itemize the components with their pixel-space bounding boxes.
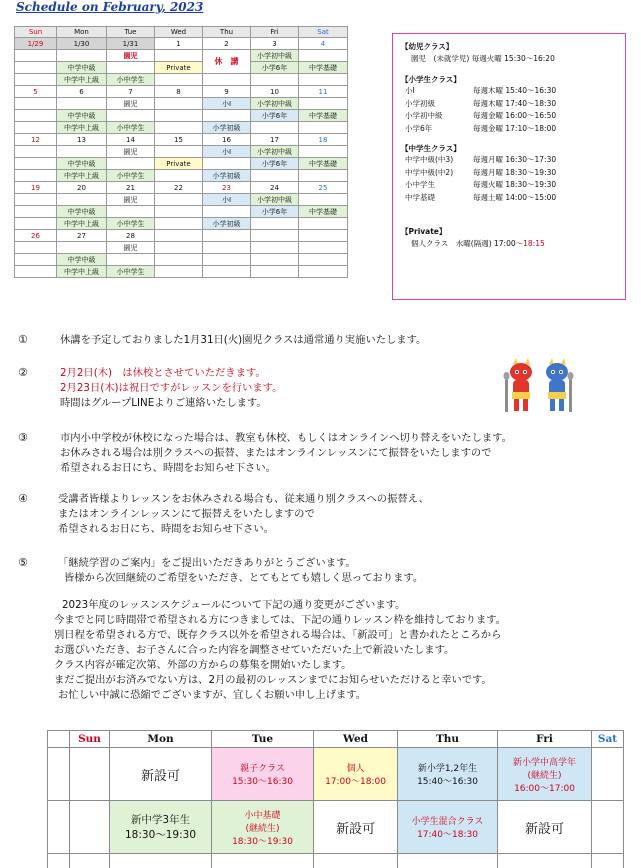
class-cell: 小学6年 — [251, 110, 299, 122]
class-cell: 小Ⅰ — [203, 98, 251, 110]
date-cell: 24 — [251, 182, 299, 194]
date-cell: 18 — [299, 134, 348, 146]
calendar-class-row — [15, 266, 348, 278]
class-cell: 中学基礎 — [299, 206, 348, 218]
new-slot-label: 新設可 — [110, 748, 212, 801]
header-sun: Sun — [70, 731, 110, 748]
calendar-class-row — [15, 254, 348, 266]
schedule-slot: 小中基礎 (継続生) 18:30～19:30 — [212, 801, 314, 854]
holiday-date-cell: 23 — [203, 182, 251, 194]
calendar-date-row — [15, 230, 348, 242]
calendar-class-row — [15, 50, 348, 62]
section-title-shogaku: 【小学生クラス】 — [401, 75, 461, 84]
calendar-date-row — [15, 86, 348, 98]
notice-number-2: ② — [18, 366, 28, 379]
schedule-change-paragraph: 2023年度のレッスンスケジュールについて下記の通り変更がございます。 今までと同じ時間帯で希望される方につきましては、下記の通りレッスン枠を維持しております。 別日程を希望される方で、既存クラス以外を希望される場合は、「新設可」と書かれたところから お選びいただき、お子さんに合った内容を調整させていただいた上で新設いたします。 クラス内容が確定次第、外部の方からの募集を開始いたします。 まだご提出がお済みでない方は、2月の最初のレッスンまでにお知らせいただけると幸いです。 お忙しい中誠に恐縮でございますが、宜しくお願い申し上げます。 — [54, 599, 506, 701]
class-cell: 園児 — [107, 146, 155, 158]
schedule-row — [48, 748, 624, 801]
class-line: 小学初中級 毎週金曜 16:00～16:50 — [405, 111, 557, 120]
class-cell: Private — [155, 158, 203, 170]
date-cell: 1/31 — [107, 38, 155, 50]
calendar-class-row — [15, 194, 348, 206]
date-cell: 19 — [15, 182, 57, 194]
date-cell: 12 — [15, 134, 57, 146]
class-line: 中学中級(中2) 毎週月曜 18:30～19:30 — [405, 167, 557, 177]
schedule-slot: 新小学1,2年生 15:40～16:30 — [398, 748, 498, 801]
date-cell: 17 — [251, 134, 299, 146]
class-cell: 中学中上級 — [57, 122, 107, 134]
date-cell: 7 — [107, 86, 155, 98]
calendar-date-row — [15, 182, 348, 194]
class-line: 小学6年 毎週金曜 17:10～18:00 — [405, 123, 557, 133]
notice-number-5: ⑤ — [18, 556, 28, 569]
header-blank — [48, 731, 70, 748]
schedule-slot: 個人 17:00～18:00 — [314, 748, 398, 801]
class-cell: 小Ⅰ — [203, 194, 251, 206]
class-cell: 中学中上級 — [57, 170, 107, 182]
class-line: 小中学生 毎週火曜 18:30～19:30 — [405, 180, 557, 189]
class-cell: 小中学生 — [107, 74, 155, 86]
date-cell: 20 — [57, 182, 107, 194]
day-header-thu: Thu — [203, 27, 251, 38]
notice-1: 休講を予定しておりました1月31日(火)園児クラスは通常通り実施いたします。 — [60, 334, 427, 346]
calendar-class-row — [15, 146, 348, 158]
schedule-slot: 新中学3年生 18:30～19:30 — [110, 801, 212, 854]
private-class-line: 個人クラス 水曜(隔週) 17:00～18:15 — [411, 239, 545, 248]
notice-number-4: ④ — [18, 492, 28, 505]
class-cell: 小学6年 — [251, 62, 299, 74]
day-header-mon: Mon — [57, 27, 107, 38]
calendar-header-row — [15, 27, 348, 38]
class-cell: 小学初中級 — [251, 98, 299, 110]
youji-class-line: 園児 (未就学児) 毎週火曜 15:30～16:20 — [411, 54, 555, 63]
class-cell: 園児 — [107, 50, 155, 62]
schedule-header-row — [48, 731, 624, 748]
date-cell: 16 — [203, 134, 251, 146]
calendar-date-row — [15, 134, 348, 146]
class-cell: 中学基礎 — [299, 62, 348, 74]
class-cell: 小学初中級 — [251, 50, 299, 62]
date-cell: 11 — [299, 86, 348, 98]
day-header-sat: Sat — [299, 27, 348, 38]
class-cell: 園児 — [107, 194, 155, 206]
class-cell: 中学中級 — [57, 254, 107, 266]
calendar-class-row — [15, 74, 348, 86]
new-slot-label: 新設可 — [314, 801, 398, 854]
notice-3: 市内小中学校が休校になった場合は、教室も休校、もしくはオンラインへ切り替えをいたします。 お休みされる場合は別クラスへの振替、またはオンラインレッスンにて振替をいたしますので 希望されるお日にち、時間をお知らせ下さい。 — [60, 432, 512, 474]
calendar-class-row — [15, 110, 348, 122]
date-cell: 1 — [155, 38, 203, 50]
class-cell: 小学6年 — [251, 206, 299, 218]
class-cell: 小学初中級 — [251, 194, 299, 206]
schedule-slot: 新小学中高学年 (継続生) 16:00～17:00 — [498, 748, 592, 801]
section-title-private: 【Private】 — [401, 227, 447, 236]
date-cell: 5 — [15, 86, 57, 98]
day-header-sun: Sun — [15, 27, 57, 38]
class-cell: 中学中級 — [57, 110, 107, 122]
date-cell: 1/29 — [15, 38, 57, 50]
date-cell: 15 — [155, 134, 203, 146]
class-cell: 小学初中級 — [251, 146, 299, 158]
class-cell: 小Ⅰ — [203, 146, 251, 158]
new-slot-label: 新設可 — [498, 801, 592, 854]
page-title: Schedule on February, 2023 — [16, 0, 204, 14]
class-cell: 中学中級 — [57, 206, 107, 218]
class-line: 小Ⅰ 毎週木曜 15:40～16:30 — [405, 86, 557, 95]
date-cell: 25 — [299, 182, 348, 194]
section-title-chugaku: 【中学生クラス】 — [401, 144, 461, 153]
date-cell: 9 — [203, 86, 251, 98]
section-title-youji: 【幼児クラス】 — [401, 42, 454, 51]
schedule-slot: 親子クラス 15:30～16:30 — [212, 748, 314, 801]
calendar-class-row — [15, 62, 348, 74]
class-cell: 小学初級 — [203, 170, 251, 182]
date-cell: 1/30 — [57, 38, 107, 50]
date-cell: 27 — [57, 230, 107, 242]
class-cell: 中学基礎 — [299, 110, 348, 122]
class-cell: 小学初級 — [203, 122, 251, 134]
class-cell: 園児 — [107, 98, 155, 110]
date-cell: 13 — [57, 134, 107, 146]
class-cell: 小中学生 — [107, 218, 155, 230]
calendar-date-row — [15, 38, 348, 50]
date-cell: 22 — [155, 182, 203, 194]
february-calendar — [14, 26, 348, 278]
day-header-fri: Fri — [251, 27, 299, 38]
header-thu: Thu — [398, 731, 498, 748]
notice-number-1: ① — [18, 333, 28, 346]
notice-number-3: ③ — [18, 431, 28, 444]
class-info-box — [392, 33, 626, 300]
date-cell: 4 — [299, 38, 348, 50]
date-cell: 3 — [251, 38, 299, 50]
calendar-class-row — [15, 218, 348, 230]
calendar-class-row — [15, 242, 348, 254]
class-cell: Private — [155, 62, 203, 74]
closed-label: 休 講 — [203, 50, 251, 74]
header-sat: Sat — [592, 731, 624, 748]
notice-5: 「継続学習のご案内」をご提出いただきありがとうございます。 皆様から次回継続のご希望をいただき、とてもとても嬉しく思っております。 — [58, 557, 424, 584]
class-cell: 小学初級 — [203, 218, 251, 230]
calendar-class-row — [15, 158, 348, 170]
class-cell: 小中学生 — [107, 122, 155, 134]
notice-2: 2月2日(木) は休校とさせていただきます。 2月23日(木)は祝日ですがレッスンを行います。 時間はグループLINEよりご連絡いたします。 — [60, 367, 283, 409]
header-wed: Wed — [314, 731, 398, 748]
class-cell: 中学中級 — [57, 158, 107, 170]
date-cell: 10 — [251, 86, 299, 98]
calendar-class-row — [15, 122, 348, 134]
date-cell: 2 — [203, 38, 251, 50]
class-cell: 中学中上級 — [57, 218, 107, 230]
class-cell: 中学基礎 — [299, 158, 348, 170]
class-line: 小学初級 毎週木曜 17:40～18:30 — [405, 98, 557, 108]
day-header-wed: Wed — [155, 27, 203, 38]
class-cell: 園児 — [107, 242, 155, 254]
day-header-tue: Tue — [107, 27, 155, 38]
class-cell: 中学中上級 — [57, 74, 107, 86]
class-cell: 小中学生 — [107, 266, 155, 278]
header-fri: Fri — [498, 731, 592, 748]
calendar-class-row — [15, 170, 348, 182]
class-line: 中学基礎 毎週土曜 14:00～15:00 — [405, 192, 557, 202]
date-cell: 28 — [107, 230, 155, 242]
date-cell: 21 — [107, 182, 155, 194]
date-cell: 8 — [155, 86, 203, 98]
calendar-class-row — [15, 206, 348, 218]
schedule-row — [48, 801, 624, 854]
class-cell: 小中学生 — [107, 170, 155, 182]
notice-4: 受講者皆様よりレッスンをお休みされる場合も、従来通り別クラスへの振替え、 またはオンラインレッスンにて振替えをいたしますので 希望されるお日にち、時間をお知らせ下さい。 — [58, 493, 429, 535]
header-mon: Mon — [110, 731, 212, 748]
date-cell: 14 — [107, 134, 155, 146]
class-cell: 中学中級 — [57, 62, 107, 74]
new-year-schedule-table — [47, 730, 624, 868]
schedule-slot: 小学生混合クラス 17:40～18:30 — [398, 801, 498, 854]
class-line: 中学中級(中3) 毎週月曜 16:30～17:30 — [405, 155, 557, 164]
header-tue: Tue — [212, 731, 314, 748]
calendar-class-row — [15, 98, 348, 110]
class-cell: 小学6年 — [251, 158, 299, 170]
red-oni-icon — [503, 358, 575, 418]
schedule-row — [48, 854, 624, 868]
class-cell: 中学中上級 — [57, 266, 107, 278]
date-cell: 6 — [57, 86, 107, 98]
date-cell: 26 — [15, 230, 57, 242]
